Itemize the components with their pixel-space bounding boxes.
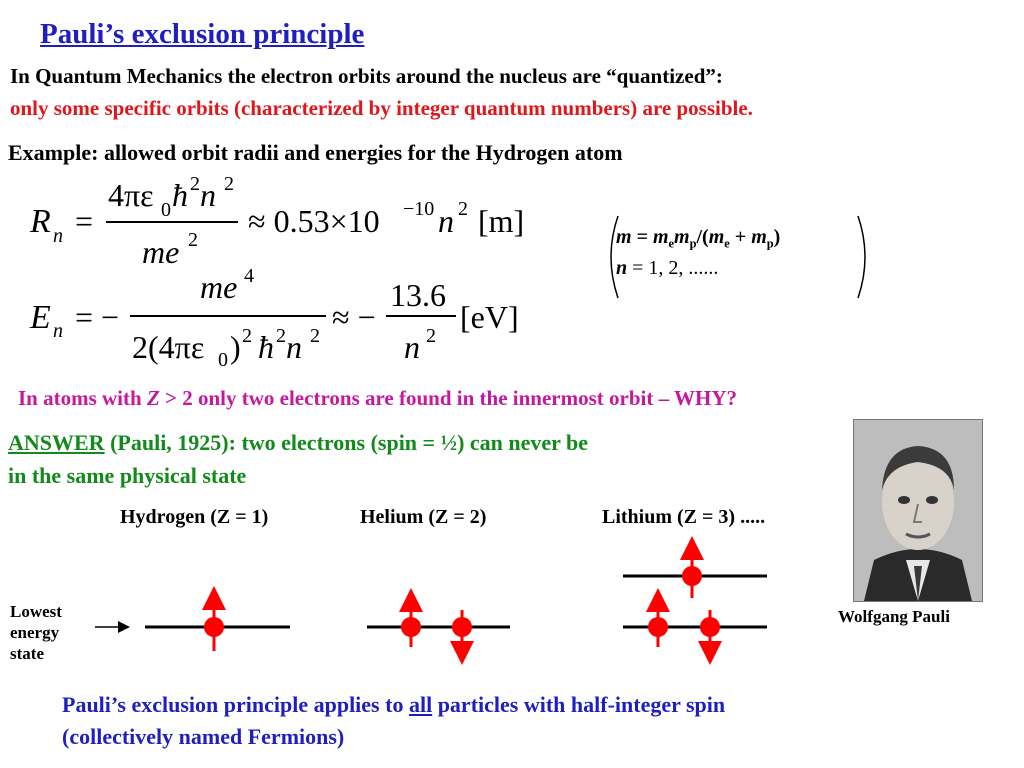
quantum-number-line: n = 1, 2, ...... xyxy=(616,257,719,279)
radius-num-sub: 0 xyxy=(161,199,171,221)
lithium-levels xyxy=(623,548,767,653)
energy-den-sup2: 2 xyxy=(276,325,286,347)
radius-exp: −10 xyxy=(403,198,435,220)
electron-level-diagram xyxy=(0,530,820,670)
helium-label: Helium (Z = 2) xyxy=(360,506,487,528)
radius-approx: ≈ 0.53×10 xyxy=(248,203,380,239)
question-line: In atoms with Z > 2 only two electrons are found in the innermost orbit – WHY? xyxy=(18,386,737,410)
footer-line-2: (collectively named Fermions) xyxy=(62,724,345,749)
lithium-electron-down xyxy=(700,617,720,637)
helium-electron-down xyxy=(452,617,472,637)
pauli-portrait xyxy=(853,419,983,602)
radius-n: n xyxy=(438,203,454,239)
lithium-label: Lithium (Z = 3) ..... xyxy=(602,506,766,528)
energy-den2: n xyxy=(404,329,420,365)
radius-num-n: n xyxy=(200,177,216,213)
helium-electron-up xyxy=(401,617,421,637)
energy-den-sub: 0 xyxy=(218,349,228,371)
energy-den-b: ) xyxy=(230,329,241,365)
energy-formula xyxy=(29,265,519,371)
energy-den-hbar: ħ xyxy=(258,329,274,365)
radius-num-sup2: 2 xyxy=(224,173,234,195)
lowest-energy-label: Lowest energy state xyxy=(10,602,62,663)
hydrogen-label: Hydrogen (Z = 1) xyxy=(120,506,269,528)
portrait-drawing xyxy=(854,420,982,601)
hydrogen-electron xyxy=(204,617,224,637)
radius-lhs: R xyxy=(30,203,51,240)
answer-line-2: in the same physical state xyxy=(8,463,247,488)
radius-num-hbar: ħ xyxy=(172,177,188,213)
radius-lhs-sub: n xyxy=(53,225,63,247)
energy-num-sup: 4 xyxy=(244,265,254,287)
energy-den-sup1: 2 xyxy=(242,325,252,347)
energy-lhs-sub: n xyxy=(53,320,63,342)
energy-den2-sup: 2 xyxy=(426,325,436,347)
photo-caption: Wolfgang Pauli xyxy=(838,607,950,626)
intro-line-1: In Quantum Mechanics the electron orbits around the nucleus are “quantized”: xyxy=(10,64,723,88)
footer-line-1: Pauli’s exclusion principle applies to all particles with half-integer spin xyxy=(62,692,726,717)
radius-num: 4πε xyxy=(108,177,154,213)
energy-den-a: 2(4πε xyxy=(132,329,205,365)
right-parenthesis xyxy=(858,216,865,298)
lithium-upper-electron xyxy=(682,566,702,586)
radius-eq: = xyxy=(75,203,94,239)
example-heading: Example: allowed orbit radii and energies for the Hydrogen atom xyxy=(8,140,623,165)
hydrogen-formulas xyxy=(20,170,580,375)
energy-num2: 13.6 xyxy=(390,277,446,313)
page-title: Pauli’s exclusion principle xyxy=(40,18,365,50)
answer-line-1: ANSWER (Pauli, 1925): two electrons (spin = ½) can never be xyxy=(8,430,589,455)
energy-lhs: E xyxy=(30,299,51,336)
energy-eq: = − xyxy=(75,299,120,335)
lithium-electron-up xyxy=(648,617,668,637)
radius-n-sup: 2 xyxy=(458,198,468,220)
radius-den-sup: 2 xyxy=(188,229,198,251)
energy-den-n: n xyxy=(286,329,302,365)
energy-approx: ≈ − xyxy=(332,299,376,335)
radius-formula xyxy=(29,173,524,270)
helium-levels xyxy=(367,600,510,653)
hydrogen-levels xyxy=(145,598,290,651)
reduced-mass-line: $m = m_em_p/(m_e + m_p)$ xyxy=(616,226,781,251)
radius-unit: [m] xyxy=(478,203,525,239)
radius-num-sup1: 2 xyxy=(190,173,200,195)
energy-num: me xyxy=(200,269,238,305)
energy-unit: [eV] xyxy=(460,299,519,335)
portrait-left-eye xyxy=(898,496,910,504)
portrait-right-eye xyxy=(926,496,938,504)
radius-den: me xyxy=(142,234,180,270)
energy-den-sup3: 2 xyxy=(310,325,320,347)
intro-line-2: only some specific orbits (characterized by integer quantum numbers) are possible. xyxy=(10,96,753,120)
